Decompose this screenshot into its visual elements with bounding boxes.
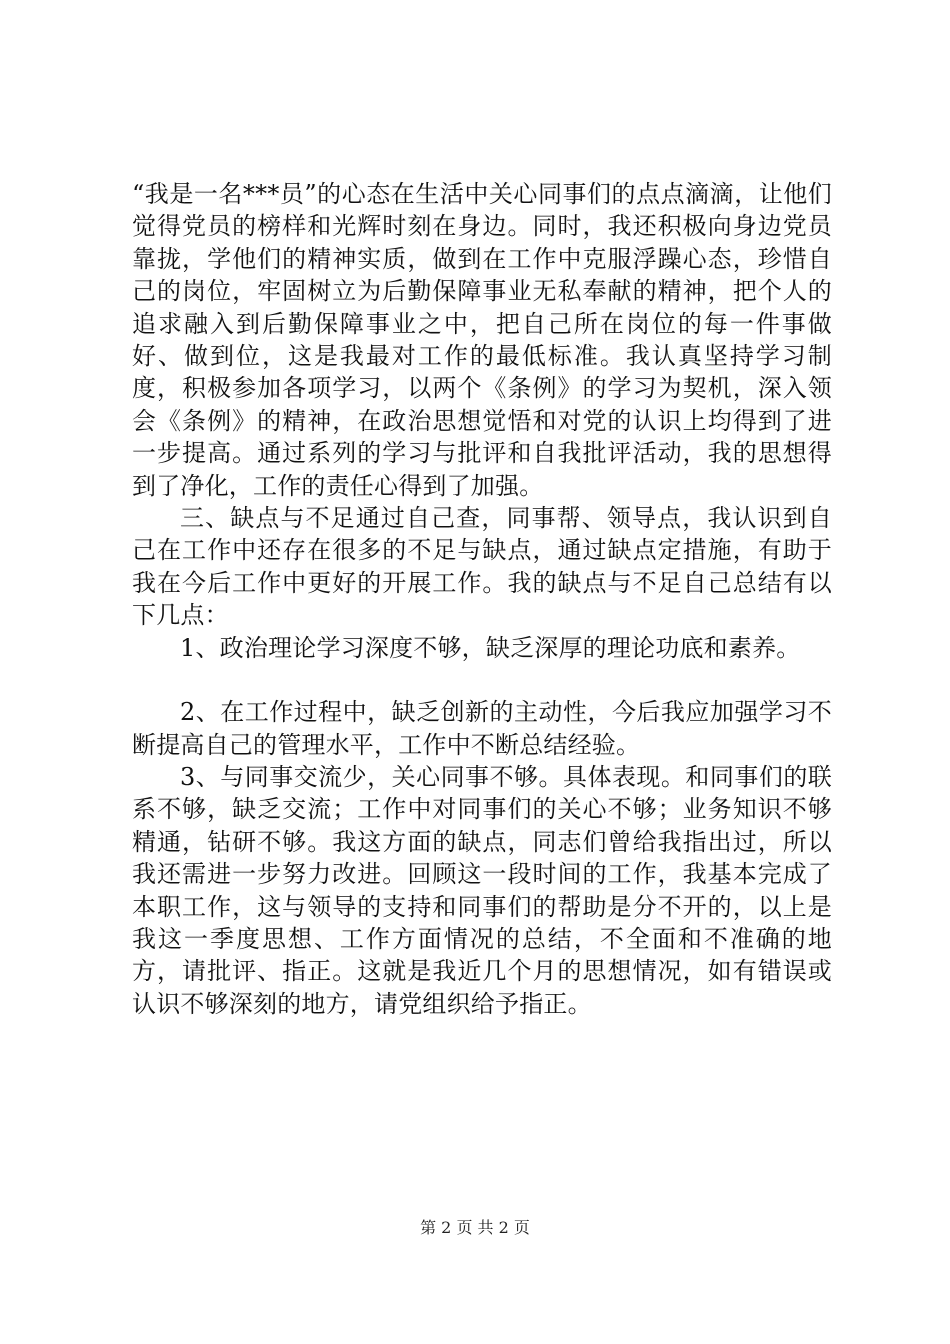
paragraph-2: 三、缺点与不足通过自己查，同事帮、领导点，我认识到自己在工作中还存在很多的不足与缺点，通过缺点定措施，有助于我在今后工作中更好的开展工作。我的缺点与不足自己总结有以下几点： <box>132 504 832 630</box>
document-body <box>132 178 832 1020</box>
paragraph-3: 1、政治理论学习深度不够，缺乏深厚的理论功底和素养。 <box>180 633 801 662</box>
page-footer: 第 2 页 共 2 页 <box>420 1218 530 1237</box>
paragraph-4: 2、在工作过程中，缺乏创新的主动性，今后我应加强学习不断提高自己的管理水平，工作中不断总结经验。 <box>132 698 832 759</box>
paragraph-1: “我是一名***员”的心态在生活中关心同事们的点点滴滴，让他们觉得党员的榜样和光辉时刻在身边。同时，我还积极向身边党员靠拢，学他们的精神实质，做到在工作中克服浮躁心态，珍惜自己的岗位，牢固树立为后勤保障事业无私奉献的精神，把个人的追求融入到后勤保障事业之中，把自己所在岗位的每一件事做好、做到位，这是我最对工作的最低标准。我认真坚持学习制度，积极参加各项学习，以两个《条例》的学习为契机，深入领会《条例》的精神，在政治思想觉悟和对党的认识上均得到了进一步提高。通过系列的学习与批评和自我批评活动，我的思想得到了净化，工作的责任心得到了加强。 <box>132 180 832 500</box>
paragraph-5: 3、与同事交流少，关心同事不够。具体表现。和同事们的联系不够，缺乏交流；工作中对同事们的关心不够；业务知识不够精通，钻研不够。我这方面的缺点，同志们曾给我指出过，所以我还需进一步努力改进。回顾这一段时间的工作，我基本完成了本职工作，这与领导的支持和同事们的帮助是分不开的，以上是我这一季度思想、工作方面情况的总结，不全面和不准确的地方，请批评、指正。这就是我近几个月的思想情况，如有错误或认识不够深刻的地方，请党组织给予指正。 <box>132 762 832 1018</box>
